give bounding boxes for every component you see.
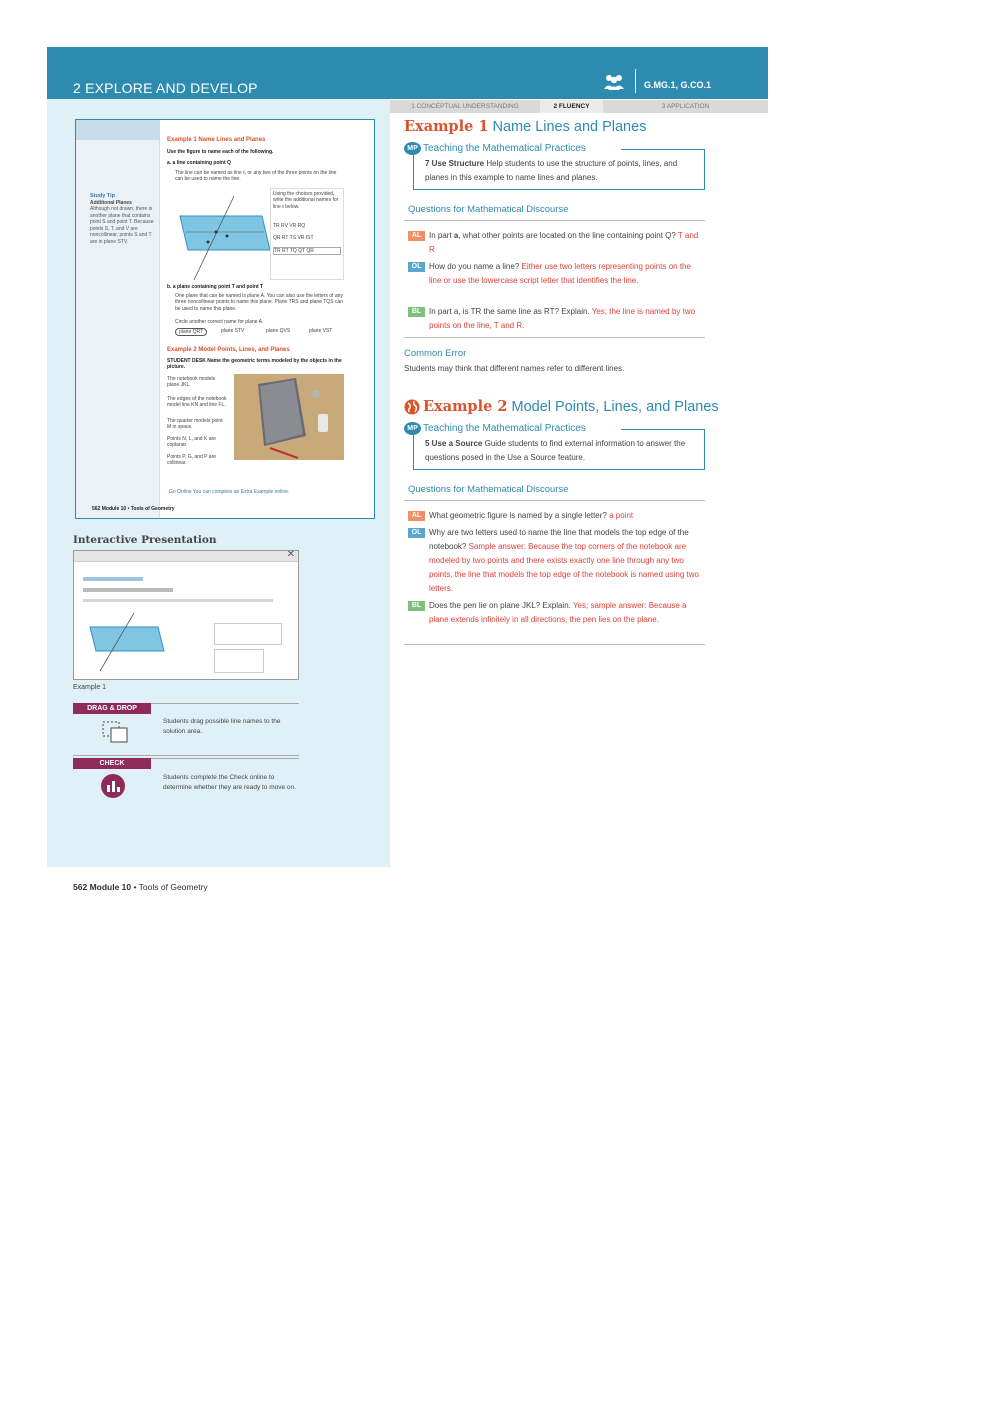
group-people-icon bbox=[603, 73, 625, 91]
mp-practice-2: 5 Use a Source bbox=[425, 439, 483, 448]
mp-heading-text: Teaching the Mathematical Practices bbox=[423, 423, 586, 434]
example-2-title bbox=[404, 398, 719, 415]
ex2-line-2: The edges of the notebook model line KN and line FL. bbox=[167, 396, 227, 409]
plane-option-3: plane QVS bbox=[266, 328, 291, 334]
choices-text: Using the choices provided, write the additional names for line ℓ below. bbox=[273, 191, 339, 210]
question-bl-2 bbox=[408, 599, 705, 627]
interactive-title-bar bbox=[74, 551, 298, 562]
thumbnail-sidebar bbox=[76, 120, 160, 518]
drag-tiles[interactable] bbox=[214, 623, 282, 645]
plane-option-4: plane VST bbox=[309, 328, 333, 334]
question-part: a bbox=[453, 231, 459, 240]
plane-option-2: plane STV bbox=[221, 328, 245, 334]
footer-separator: • bbox=[131, 882, 139, 892]
mp-box-2 bbox=[413, 429, 705, 470]
answer-text: Either use two letters representing points on the line or use the lowercase script letter that identifies the line. bbox=[429, 262, 691, 285]
answer-text: a point bbox=[606, 511, 634, 520]
question-bl-1 bbox=[408, 305, 705, 333]
example-1-num: Example 1 bbox=[404, 118, 489, 135]
module-title: Tools of Geometry bbox=[138, 882, 208, 892]
bar-chart-icon bbox=[100, 773, 126, 799]
question-text: In part bbox=[429, 231, 454, 240]
questions-heading-2: Questions for Mathematical Discourse bbox=[408, 484, 569, 495]
solution-area[interactable] bbox=[214, 649, 264, 673]
question-ol-2 bbox=[408, 526, 705, 596]
page-number: 562 bbox=[73, 882, 88, 892]
thumb-ex2-instr: STUDENT DESK Name the geometric terms modeled by the objects in the picture. bbox=[167, 358, 342, 371]
common-error-title: Common Error bbox=[404, 348, 467, 359]
level-badge-ol: OL bbox=[408, 528, 425, 538]
example-1-title bbox=[404, 118, 646, 135]
check-text: Students complete the Check online to determine whether they are ready to move on. bbox=[163, 774, 296, 791]
screen-text-bar bbox=[83, 599, 273, 602]
screen-text-bar bbox=[83, 588, 173, 592]
standards-label: G.MG.1, G.CO.1 bbox=[644, 80, 712, 90]
questions-heading-1: Questions for Mathematical Discourse bbox=[408, 204, 569, 215]
question-text: , what other points are located on the line containing point Q? bbox=[458, 231, 676, 240]
ex2-line-1: The notebook models plane JKL. bbox=[167, 376, 216, 389]
choices-row-3: TR RT TQ QT QR bbox=[273, 247, 341, 255]
study-tip-label: Study Tip bbox=[90, 193, 115, 199]
level-badge-al: AL bbox=[408, 231, 425, 241]
example-1-name: Name Lines and Planes bbox=[492, 119, 647, 135]
question-text: Why are two letters used to name the line that models the top edge of the notebook? bbox=[429, 528, 689, 551]
question-text: Does the pen lie on plane JKL? Explain. bbox=[429, 601, 571, 610]
feature-divider bbox=[151, 758, 299, 759]
thumb-ex1-instr: Use the figure to name each of the following. bbox=[167, 149, 274, 155]
header-divider bbox=[635, 69, 636, 93]
close-icon[interactable]: ✕ bbox=[286, 549, 295, 560]
thumb-ex1-title: Example 1 Name Lines and Planes bbox=[167, 137, 266, 143]
rule bbox=[404, 500, 705, 501]
thumb-part-a: a. a line containing point Q bbox=[167, 160, 231, 166]
level-badge-al: AL bbox=[408, 511, 425, 521]
feature-divider bbox=[151, 703, 299, 704]
interactive-presentation-title: Interactive Presentation bbox=[73, 534, 217, 546]
mp-heading-text: Teaching the Mathematical Practices bbox=[423, 143, 586, 154]
mp-text-2: Guide students to find external information to answer the questions posed in the Use a Source feature. bbox=[425, 439, 686, 462]
plane-option-1: plane QRT bbox=[175, 328, 207, 336]
rule bbox=[404, 337, 705, 338]
thumb-circle-instr: Circle another correct name for plane A. bbox=[175, 319, 264, 325]
plane-figure bbox=[172, 188, 272, 283]
study-tip-title: Additional Planes bbox=[90, 199, 132, 206]
feature-divider bbox=[73, 755, 299, 756]
level-badge-ol: OL bbox=[408, 262, 425, 272]
level-badge-bl: BL bbox=[408, 601, 425, 611]
level-badge-bl: BL bbox=[408, 307, 425, 317]
drag-drop-text: Students drag possible line names to the solution area. bbox=[163, 718, 281, 735]
question-ol-1 bbox=[408, 260, 705, 288]
section-header bbox=[47, 47, 768, 99]
answer-text: Yes; sample answer: Because a plane extends infinitely in all directions, the pen lies on the plane. bbox=[429, 601, 687, 624]
screen-plane-figure bbox=[84, 611, 169, 673]
thumb-page-footer: 562 Module 10 • Tools of Geometry bbox=[92, 506, 175, 512]
tab-application[interactable]: 3 APPLICATION bbox=[661, 103, 710, 110]
desk-photo bbox=[234, 374, 344, 460]
choices-row-1: TR RV VR RQ bbox=[273, 223, 306, 229]
ex2-line-3: The quarter models point M in space. bbox=[167, 418, 223, 431]
question-text: In part a, is TR the same line as RT? Explain. bbox=[429, 307, 590, 316]
drag-drop-label: DRAG & DROP bbox=[73, 703, 151, 714]
mp-badge-icon: MP bbox=[404, 142, 421, 155]
interactive-caption: Example 1 bbox=[73, 684, 107, 691]
mp-badge-icon: MP bbox=[404, 422, 421, 435]
question-text: What geometric figure is named by a single letter? bbox=[429, 511, 607, 520]
answer-text: Sample answer: Because the top corners of the notebook are modeled by two points and there exists exactly one line through any two points, the line that models the top edge of the notebook is named using two letters. bbox=[429, 542, 699, 593]
globe-icon bbox=[404, 399, 420, 415]
interactive-screen-thumbnail[interactable] bbox=[73, 550, 299, 680]
thumbnail-sidebar-strip bbox=[76, 120, 160, 140]
question-al-1 bbox=[408, 229, 705, 257]
question-text: How do you name a line? bbox=[429, 262, 520, 271]
thumb-part-b-text: One plane that can be named is plane A. You can also use the letters of any three noncollinear points to name this plane. Plane TRS and plane TQS can be used to name this plane. bbox=[175, 293, 343, 312]
section-title: 2 EXPLORE AND DEVELOP bbox=[73, 80, 258, 96]
go-online-note[interactable]: Go Online You can complete an Extra Example online. bbox=[169, 489, 290, 495]
thumb-part-b: b. a plane containing point T and point T bbox=[167, 284, 264, 290]
ex2-line-4: Points N, L, and K are coplanar. bbox=[167, 436, 216, 449]
tab-fluency[interactable]: 2 FLUENCY bbox=[540, 100, 603, 113]
example-2-num: Example 2 bbox=[423, 398, 508, 415]
student-page-thumbnail bbox=[75, 119, 375, 519]
ex2-line-5: Points P, G, and P are collinear. bbox=[167, 454, 217, 467]
answer-text: T and R bbox=[429, 231, 699, 254]
check-label: CHECK bbox=[73, 758, 151, 769]
screen-heading-bar bbox=[83, 577, 143, 581]
rule bbox=[404, 644, 705, 645]
thumb-part-a-text: The line can be named as line ℓ, or any two of the three points on the line can be used to name the line. bbox=[175, 170, 337, 183]
study-tip-text: Although not drawn, there is another plane that contains point S and point T. Because points S, T, and V are noncollinear, points S and T are in plane STV. bbox=[90, 206, 154, 245]
study-tip bbox=[90, 193, 155, 245]
choices-box bbox=[270, 188, 344, 280]
choices-row-2: QR RT TS VR IST bbox=[273, 235, 314, 241]
mp-box-1 bbox=[413, 149, 705, 190]
module-label: Module 10 bbox=[89, 882, 132, 892]
page-footer bbox=[73, 882, 208, 892]
mp-practice-1: 7 Use Structure bbox=[425, 159, 485, 168]
tab-conceptual[interactable]: 1 CONCEPTUAL UNDERSTANDING bbox=[411, 103, 519, 110]
common-error-text: Students may think that different names refer to different lines. bbox=[404, 364, 625, 373]
drag-drop-icon bbox=[101, 720, 131, 746]
question-al-2 bbox=[408, 509, 705, 523]
mp-text-1: Help students to use the structure of points, lines, and planes in this example to name lines and planes. bbox=[425, 159, 678, 182]
thumb-ex2-title: Example 2 Model Points, Lines, and Planes bbox=[167, 347, 290, 353]
progress-tabs bbox=[390, 100, 768, 113]
rule bbox=[404, 220, 705, 221]
answer-text: Yes; the line is named by two points on the line, T and R. bbox=[429, 307, 696, 330]
example-2-name: Model Points, Lines, and Planes bbox=[511, 398, 719, 415]
